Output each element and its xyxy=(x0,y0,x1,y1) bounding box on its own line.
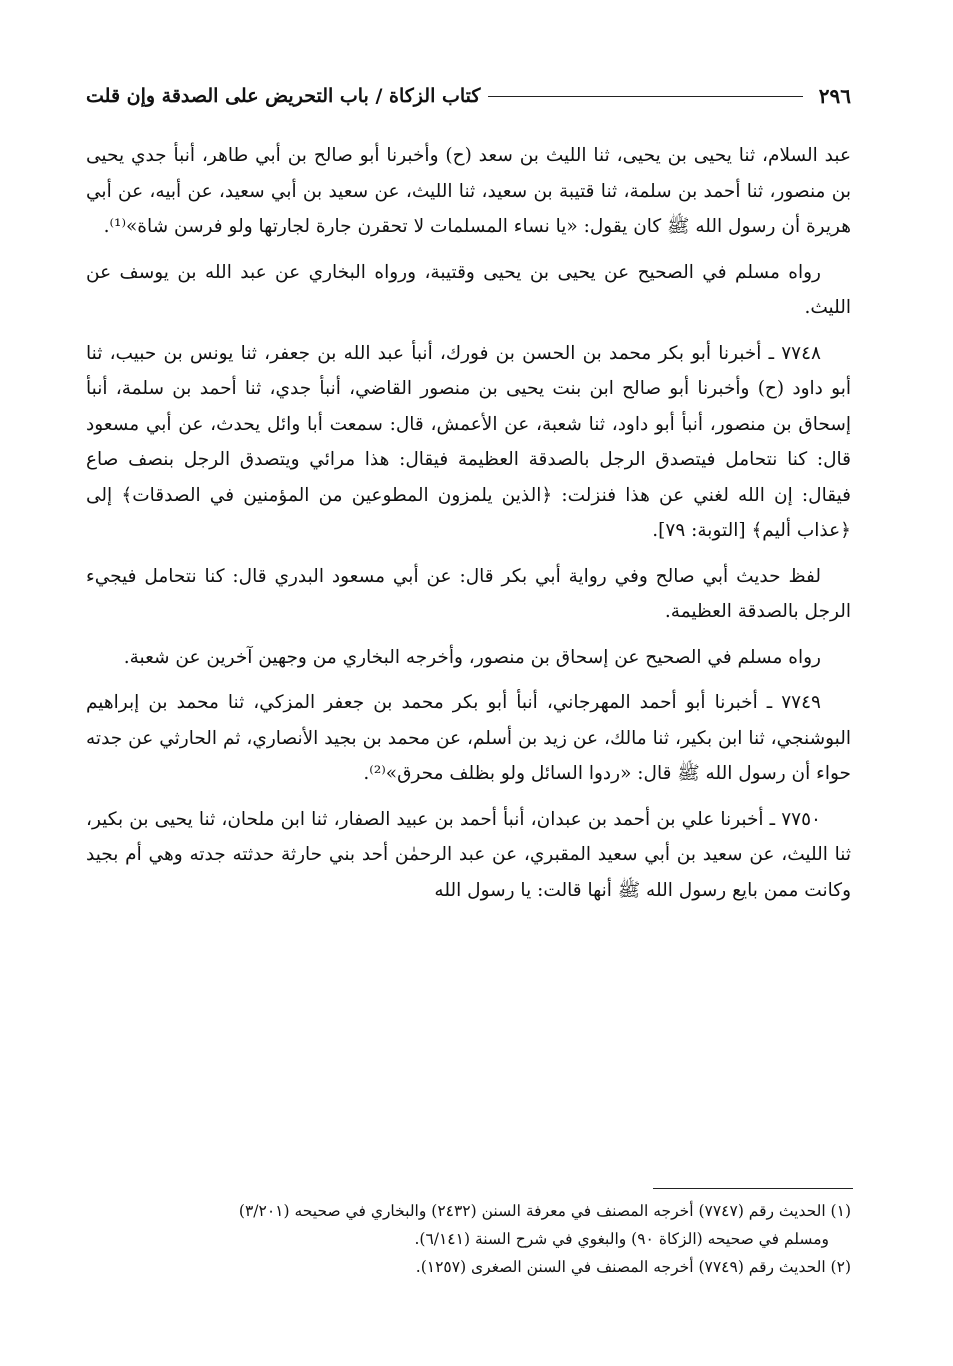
footnote-1-continued: ومسلم في صحيحه (الزكاة ٩٠) والبغوي في شرح السنة (٦/١٤١). xyxy=(414,1230,829,1248)
footnote-1: (١) الحديث رقم (٧٧٤٧) أخرجه المصنف في معرفة السنن (٢٤٣٢) والبخاري في صحيحه (٣/٢٠١) xyxy=(238,1202,851,1220)
chapter-title: كتاب الزكاة / باب التحريض على الصدقة وإن قلت xyxy=(86,85,481,107)
header-rule xyxy=(488,96,802,97)
main-text xyxy=(86,138,851,918)
footnote-separator xyxy=(653,1188,853,1189)
page-number: ٢٩٦ xyxy=(818,84,851,108)
paragraph: رواه مسلم في الصحيح عن إسحاق بن منصور، وأخرجه البخاري من وجهين آخرين عن شعبة. xyxy=(123,646,821,668)
paragraph: لفظ حديث أبي صالح وفي رواية أبي بكر قال: عن أبي مسعود البدري قال: كنا نتحامل فيجيء الرجل بالصدقة العظيمة. xyxy=(86,565,851,622)
footnotes xyxy=(86,1197,851,1281)
hadith-7748: ٧٧٤٨ ـ أخبرنا أبو بكر محمد بن الحسن بن فورك، أنبأ عبد الله بن جعفر، ثنا يونس بن حبيب، ثنا أبو داود (ح) وأخبرنا أبو صالح ابن بنت يحيى بن منصور القاضي، أنبأ جدي، ثنا أحمد بن سلمة، أنبأ إسحاق بن منصور، أنبأ أبو داود، ثنا شعبة، عن الأعمش، قال: سمعت أبا وائل يحدث، عن أبي مسعود قال: كنا نتحامل فيتصدق الرجل بالصدقة العظيمة فيقال: هذا مرائي ويتصدق الرجل بنصف صاع فيقال: إن الله لغني عن هذا فنزلت: ﴿الذين يلمزون المطوعين من المؤمنين في الصدقات﴾ إلى ﴿عذاب أليم﴾ [التوبة: ٧٩]. xyxy=(86,342,851,541)
paragraph: رواه مسلم في الصحيح عن يحيى بن يحيى وقتيبة، ورواه البخاري عن عبد الله بن يوسف عن الليث. xyxy=(86,261,851,318)
running-header xyxy=(86,76,851,116)
paragraph: عبد السلام، ثنا يحيى بن يحيى، ثنا الليث بن سعد (ح) وأخبرنا أبو صالح بن أبي طاهر، أنبأ جدي يحيى بن منصور، ثنا أحمد بن سلمة، ثنا قتيبة بن سعيد، ثنا الليث، عن سعيد بن أبي سعيد، عن أبيه، عن أبي هريرة أن رسول الله ﷺ كان يقول: «يا نساء المسلمات لا تحقرن جارة لجارتها ولو فرسن شاة»⁽¹⁾. xyxy=(86,145,851,237)
hadith-7750: ٧٧٥٠ ـ أخبرنا علي بن أحمد بن عبدان، أنبأ أحمد بن عبيد الصفار، ثنا ابن ملحان، ثنا يحيى بن بكير، ثنا الليث، عن سعيد بن أبي سعيد المقبري، عن عبد الرحمٰن أحد بني حارثة حدثته جدته وهي أم بجيد وكانت ممن بايع رسول الله ﷺ أنها قالت: يا رسول الله xyxy=(86,808,851,901)
footnote-2: (٢) الحديث رقم (٧٧٤٩) أخرجه المصنف في السنن الصغرى (١٢٥٧). xyxy=(415,1258,851,1276)
hadith-7749: ٧٧٤٩ ـ أخبرنا أبو أحمد المهرجاني، أنبأ أبو بكر محمد بن جعفر المزكي، ثنا محمد بن إبراهيم البوشنجي، ثنا ابن بكير، ثنا مالك، عن زيد بن أسلم، عن محمد بن بجيد الأنصاري، ثم الحارثي عن جدته حواء أن رسول الله ﷺ قال: «ردوا السائل ولو بظلف محرق»⁽²⁾. xyxy=(86,692,851,784)
